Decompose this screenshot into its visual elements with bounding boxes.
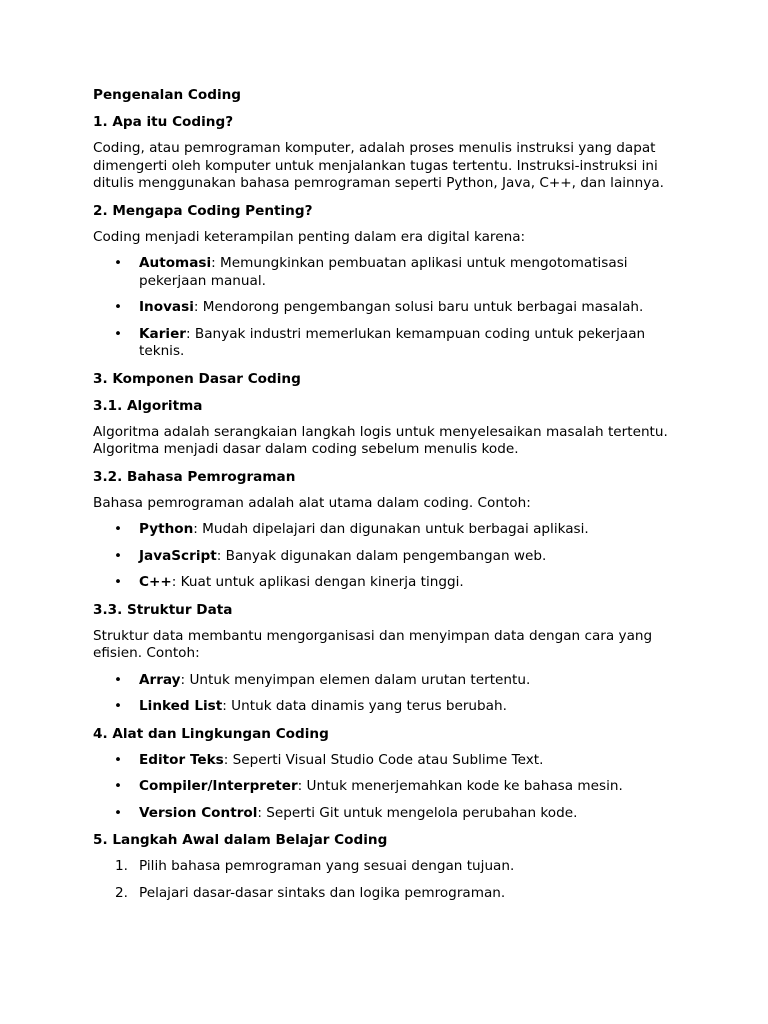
bullet-list xyxy=(93,752,683,823)
document-content xyxy=(93,86,683,911)
document-title: Pengenalan Coding xyxy=(93,87,242,103)
bullet-icon: • xyxy=(114,255,123,271)
step-number: 2. xyxy=(115,884,128,901)
list-item-term: Karier xyxy=(139,325,186,342)
list-item-desc: : Mendorong pengembangan solusi baru untuk berbagai masalah. xyxy=(193,299,644,315)
list-item-desc: : Memungkinkan pembuatan aplikasi untuk mengotomatisasi pekerjaan manual. xyxy=(139,255,628,289)
subsection-heading: 3.3. Struktur Data xyxy=(93,601,233,618)
list-item xyxy=(93,255,683,290)
section-heading: 2. Mengapa Coding Penting? xyxy=(93,202,313,219)
list-item-term: Linked List xyxy=(139,698,223,714)
list-item xyxy=(93,521,683,539)
list-item-term: Editor Teks xyxy=(139,751,224,768)
step-text: Pilih bahasa pemrograman yang sesuai dengan tujuan. xyxy=(139,858,515,874)
list-item xyxy=(93,778,683,796)
bullet-icon: • xyxy=(114,325,123,342)
list-item-term: Python xyxy=(139,521,194,537)
paragraph: Bahasa pemrograman adalah alat utama dalam coding. Contoh: xyxy=(93,494,531,511)
list-item-desc: : Untuk menerjemahkan kode ke bahasa mesin. xyxy=(297,778,623,794)
list-item-term: JavaScript xyxy=(139,547,217,564)
list-item-desc: : Banyak industri memerlukan kemampuan coding untuk pekerjaan teknis. xyxy=(139,325,646,359)
list-item-term: C++ xyxy=(139,574,172,590)
bullet-icon: • xyxy=(114,778,123,794)
paragraph: Struktur data membantu mengorganisasi dan menyimpan data dengan cara yang efisien. Contoh: xyxy=(93,627,653,661)
list-item xyxy=(93,698,683,716)
list-item-term: Automasi xyxy=(139,255,212,271)
numbered-list xyxy=(93,858,683,902)
bullet-list xyxy=(93,521,683,592)
list-item xyxy=(93,299,683,317)
list-item xyxy=(93,672,683,690)
list-item-desc: : Kuat untuk aplikasi dengan kinerja tinggi. xyxy=(171,574,464,590)
list-item-term: Compiler/Interpreter xyxy=(139,778,298,794)
list-item xyxy=(93,326,683,361)
bullet-list xyxy=(93,255,683,361)
step-text: Pelajari dasar-dasar sintaks dan logika pemrograman. xyxy=(139,884,506,901)
step-number: 1. xyxy=(115,858,128,874)
bullet-icon: • xyxy=(114,671,123,688)
bullet-icon: • xyxy=(114,751,123,768)
subsection-heading: 3.2. Bahasa Pemrograman xyxy=(93,468,296,485)
list-item-desc: : Banyak digunakan dalam pengembangan web. xyxy=(216,547,547,564)
bullet-icon: • xyxy=(114,521,123,537)
list-item xyxy=(93,574,683,592)
list-item-desc: : Mudah dipelajari dan digunakan untuk berbagai aplikasi. xyxy=(193,521,589,537)
bullet-icon: • xyxy=(114,804,123,821)
list-item-desc: : Seperti Visual Studio Code atau Sublime Text. xyxy=(223,751,544,768)
paragraph: Coding, atau pemrograman komputer, adalah proses menulis instruksi yang dapat dimengerti oleh komputer untuk menjalankan tugas tertentu. Instruksi-instruksi ini ditulis menggunakan bahasa pemrograman seperti Python, Java, C++, dan lainnya. xyxy=(93,140,664,191)
paragraph: Coding menjadi keterampilan penting dalam era digital karena: xyxy=(93,228,526,245)
bullet-icon: • xyxy=(114,299,123,315)
list-item xyxy=(93,548,683,566)
section-heading: 5. Langkah Awal dalam Belajar Coding xyxy=(93,832,388,848)
bullet-list xyxy=(93,672,683,716)
bullet-icon: • xyxy=(114,547,123,564)
list-item-term: Version Control xyxy=(139,804,258,821)
list-item-term: Inovasi xyxy=(139,299,194,315)
list-item xyxy=(93,752,683,770)
bullet-icon: • xyxy=(114,574,123,590)
paragraph: Algoritma adalah serangkaian langkah logis untuk menyelesaikan masalah tertentu. Algoritma menjadi dasar dalam coding sebelum menulis kode. xyxy=(93,423,668,457)
numbered-item xyxy=(93,885,683,903)
subsection-heading: 3.1. Algoritma xyxy=(93,397,203,414)
list-item-desc: : Untuk menyimpan elemen dalam urutan tertentu. xyxy=(180,671,531,688)
numbered-item xyxy=(93,858,683,876)
section-heading: 1. Apa itu Coding? xyxy=(93,114,234,130)
list-item-desc: : Seperti Git untuk mengelola perubahan kode. xyxy=(257,804,578,821)
section-heading: 4. Alat dan Lingkungan Coding xyxy=(93,725,329,742)
list-item xyxy=(93,805,683,823)
section-heading: 3. Komponen Dasar Coding xyxy=(93,370,301,387)
list-item-desc: : Untuk data dinamis yang terus berubah. xyxy=(222,698,507,714)
list-item-term: Array xyxy=(139,671,181,688)
bullet-icon: • xyxy=(114,698,123,714)
